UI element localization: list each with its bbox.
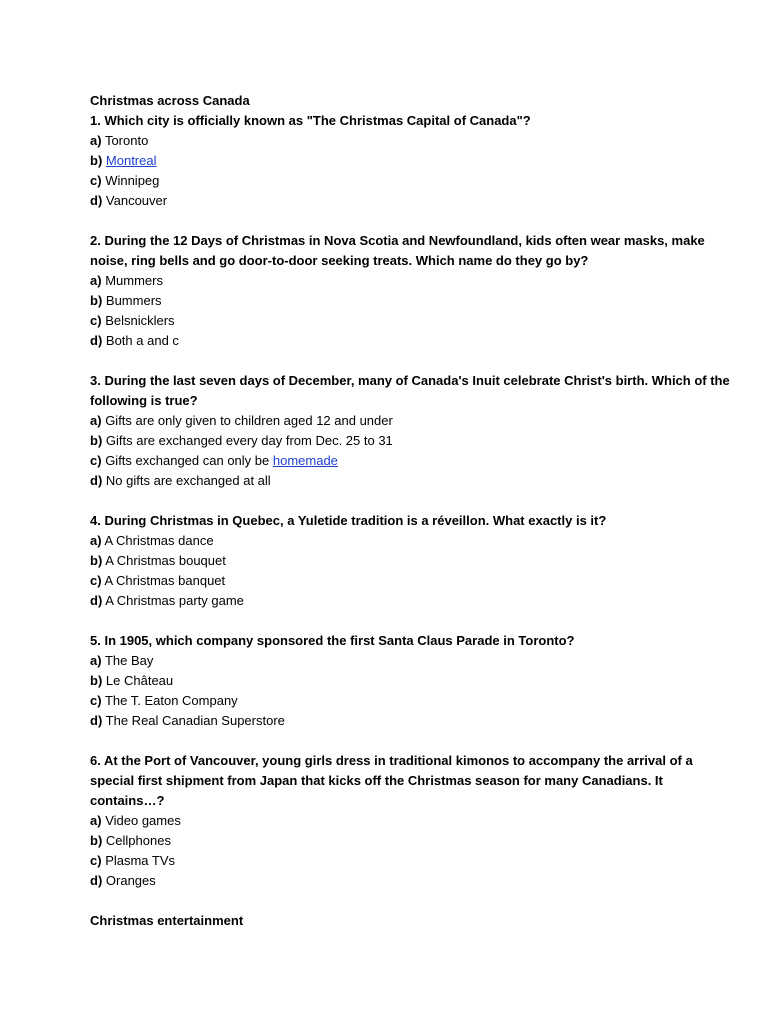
q6-option-c: c) Plasma TVs bbox=[90, 853, 176, 868]
q3-option-d: d) No gifts are exchanged at all bbox=[90, 473, 271, 488]
q1-option-a: a) Toronto bbox=[90, 133, 149, 148]
q2-option-d: d) Both a and c bbox=[90, 333, 179, 348]
q3-option-a: a) Gifts are only given to children aged 12 and under bbox=[90, 413, 393, 428]
q2-option-a: a) Mummers bbox=[90, 273, 163, 288]
question-4: 4. During Christmas in Quebec, a Yuletide tradition is a réveillon. What exactly is it? bbox=[90, 513, 607, 528]
homemade-link[interactable]: homemade bbox=[272, 453, 338, 468]
q3-option-c: c) Gifts exchanged can only be homemade bbox=[90, 453, 338, 468]
q6-option-d: d) Oranges bbox=[90, 873, 156, 888]
q2-option-b: b) Bummers bbox=[90, 293, 162, 308]
q4-option-a: a) A Christmas dance bbox=[90, 533, 214, 548]
q6-option-a: a) Video games bbox=[90, 813, 181, 828]
q4-option-b: b) A Christmas bouquet bbox=[90, 553, 226, 568]
question-2: 2. During the 12 Days of Christmas in Nova Scotia and Newfoundland, kids often wear masks, make noise, ring bells and go door-to-door seeking treats. Which name do they go by? bbox=[90, 233, 705, 268]
q3-option-b: b) Gifts are exchanged every day from Dec. 25 to 31 bbox=[90, 433, 393, 448]
q5-option-a: a) The Bay bbox=[90, 653, 154, 668]
q1-option-c: c) Winnipeg bbox=[90, 173, 160, 188]
question-5: 5. In 1905, which company sponsored the first Santa Claus Parade in Toronto? bbox=[90, 633, 575, 648]
q1-option-b: b) Montreal bbox=[90, 153, 157, 168]
next-section-title: Christmas entertainment bbox=[90, 913, 244, 928]
q5-option-d: d) The Real Canadian Superstore bbox=[90, 713, 285, 728]
q4-option-c: c) A Christmas banquet bbox=[90, 573, 226, 588]
montreal-link[interactable]: Montreal bbox=[105, 153, 157, 168]
q5-option-b: b) Le Château bbox=[90, 673, 174, 688]
q1-option-d: d) Vancouver bbox=[90, 193, 168, 208]
question-3: 3. During the last seven days of December, many of Canada's Inuit celebrate Christ's birth. Which of the following is true? bbox=[90, 373, 730, 408]
question-1: 1. Which city is officially known as "The Christmas Capital of Canada"? bbox=[90, 113, 531, 128]
document-page bbox=[90, 91, 730, 931]
q5-option-c: c) The T. Eaton Company bbox=[90, 693, 238, 708]
section-title: Christmas across Canada bbox=[90, 93, 250, 108]
q2-option-c: c) Belsnicklers bbox=[90, 313, 175, 328]
question-6: 6. At the Port of Vancouver, young girls dress in traditional kimonos to accompany the arrival of a special first shipment from Japan that kicks off the Christmas season for many Canadians. It contains…? bbox=[90, 753, 693, 808]
q4-option-d: d) A Christmas party game bbox=[90, 593, 244, 608]
q6-option-b: b) Cellphones bbox=[90, 833, 171, 848]
